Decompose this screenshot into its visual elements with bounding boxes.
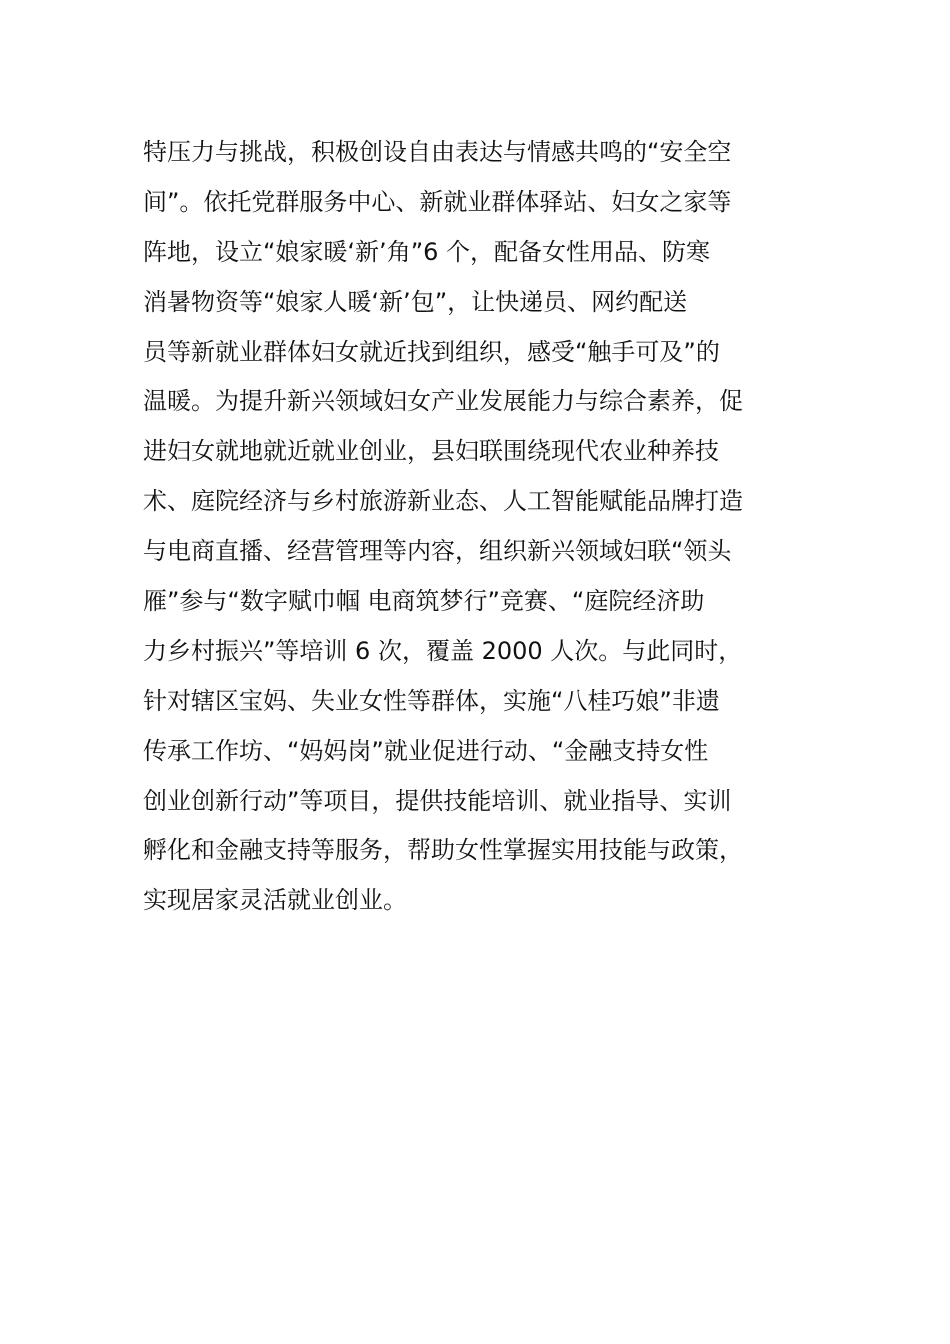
body-paragraph — [143, 128, 813, 926]
paragraph-line: 力乡村振兴”等培训 6 次，覆盖 2000 人次。与此同时， — [143, 636, 743, 665]
paragraph-line: 孵化和金融支持等服务，帮助女性掌握实用技能与政策， — [143, 836, 743, 865]
paragraph-line: 间”。依托党群服务中心、新就业群体驿站、妇女之家等 — [143, 187, 732, 216]
paragraph-line: 传承工作坊、“妈妈岗”就业促进行动、“金融支持女性 — [143, 736, 709, 765]
paragraph-line: 实现居家灵活就业创业。 — [143, 886, 407, 915]
paragraph-line: 术、庭院经济与乡村旅游新业态、人工智能赋能品牌打造 — [143, 487, 743, 516]
paragraph-line: 阵地，设立“娘家暖‘新’角”6 个，配备女性用品、防寒 — [143, 237, 711, 266]
paragraph-line: 员等新就业群体妇女就近找到组织，感受“触手可及”的 — [143, 337, 720, 366]
paragraph-line: 与电商直播、经营管理等内容，组织新兴领域妇联“领头 — [143, 537, 732, 566]
paragraph-line: 雁”参与“数字赋巾帼 电商筑梦行”竞赛、“庭院经济助 — [143, 587, 705, 616]
paragraph-line: 消暑物资等“娘家人暖‘新’包”，让快递员、网约配送 — [143, 287, 688, 316]
paragraph-line: 进妇女就地就近就业创业，县妇联围绕现代农业种养技 — [143, 437, 719, 466]
paragraph-line: 特压力与挑战，积极创设自由表达与情感共鸣的“安全空 — [143, 138, 732, 166]
paragraph-line: 针对辖区宝妈、失业女性等群体，实施“八桂巧娘”非遗 — [143, 686, 720, 715]
paragraph-line: 温暖。为提升新兴领域妇女产业发展能力与综合素养，促 — [143, 387, 743, 416]
paragraph-line: 创业创新行动”等项目，提供技能培训、就业指导、实训 — [143, 786, 732, 815]
